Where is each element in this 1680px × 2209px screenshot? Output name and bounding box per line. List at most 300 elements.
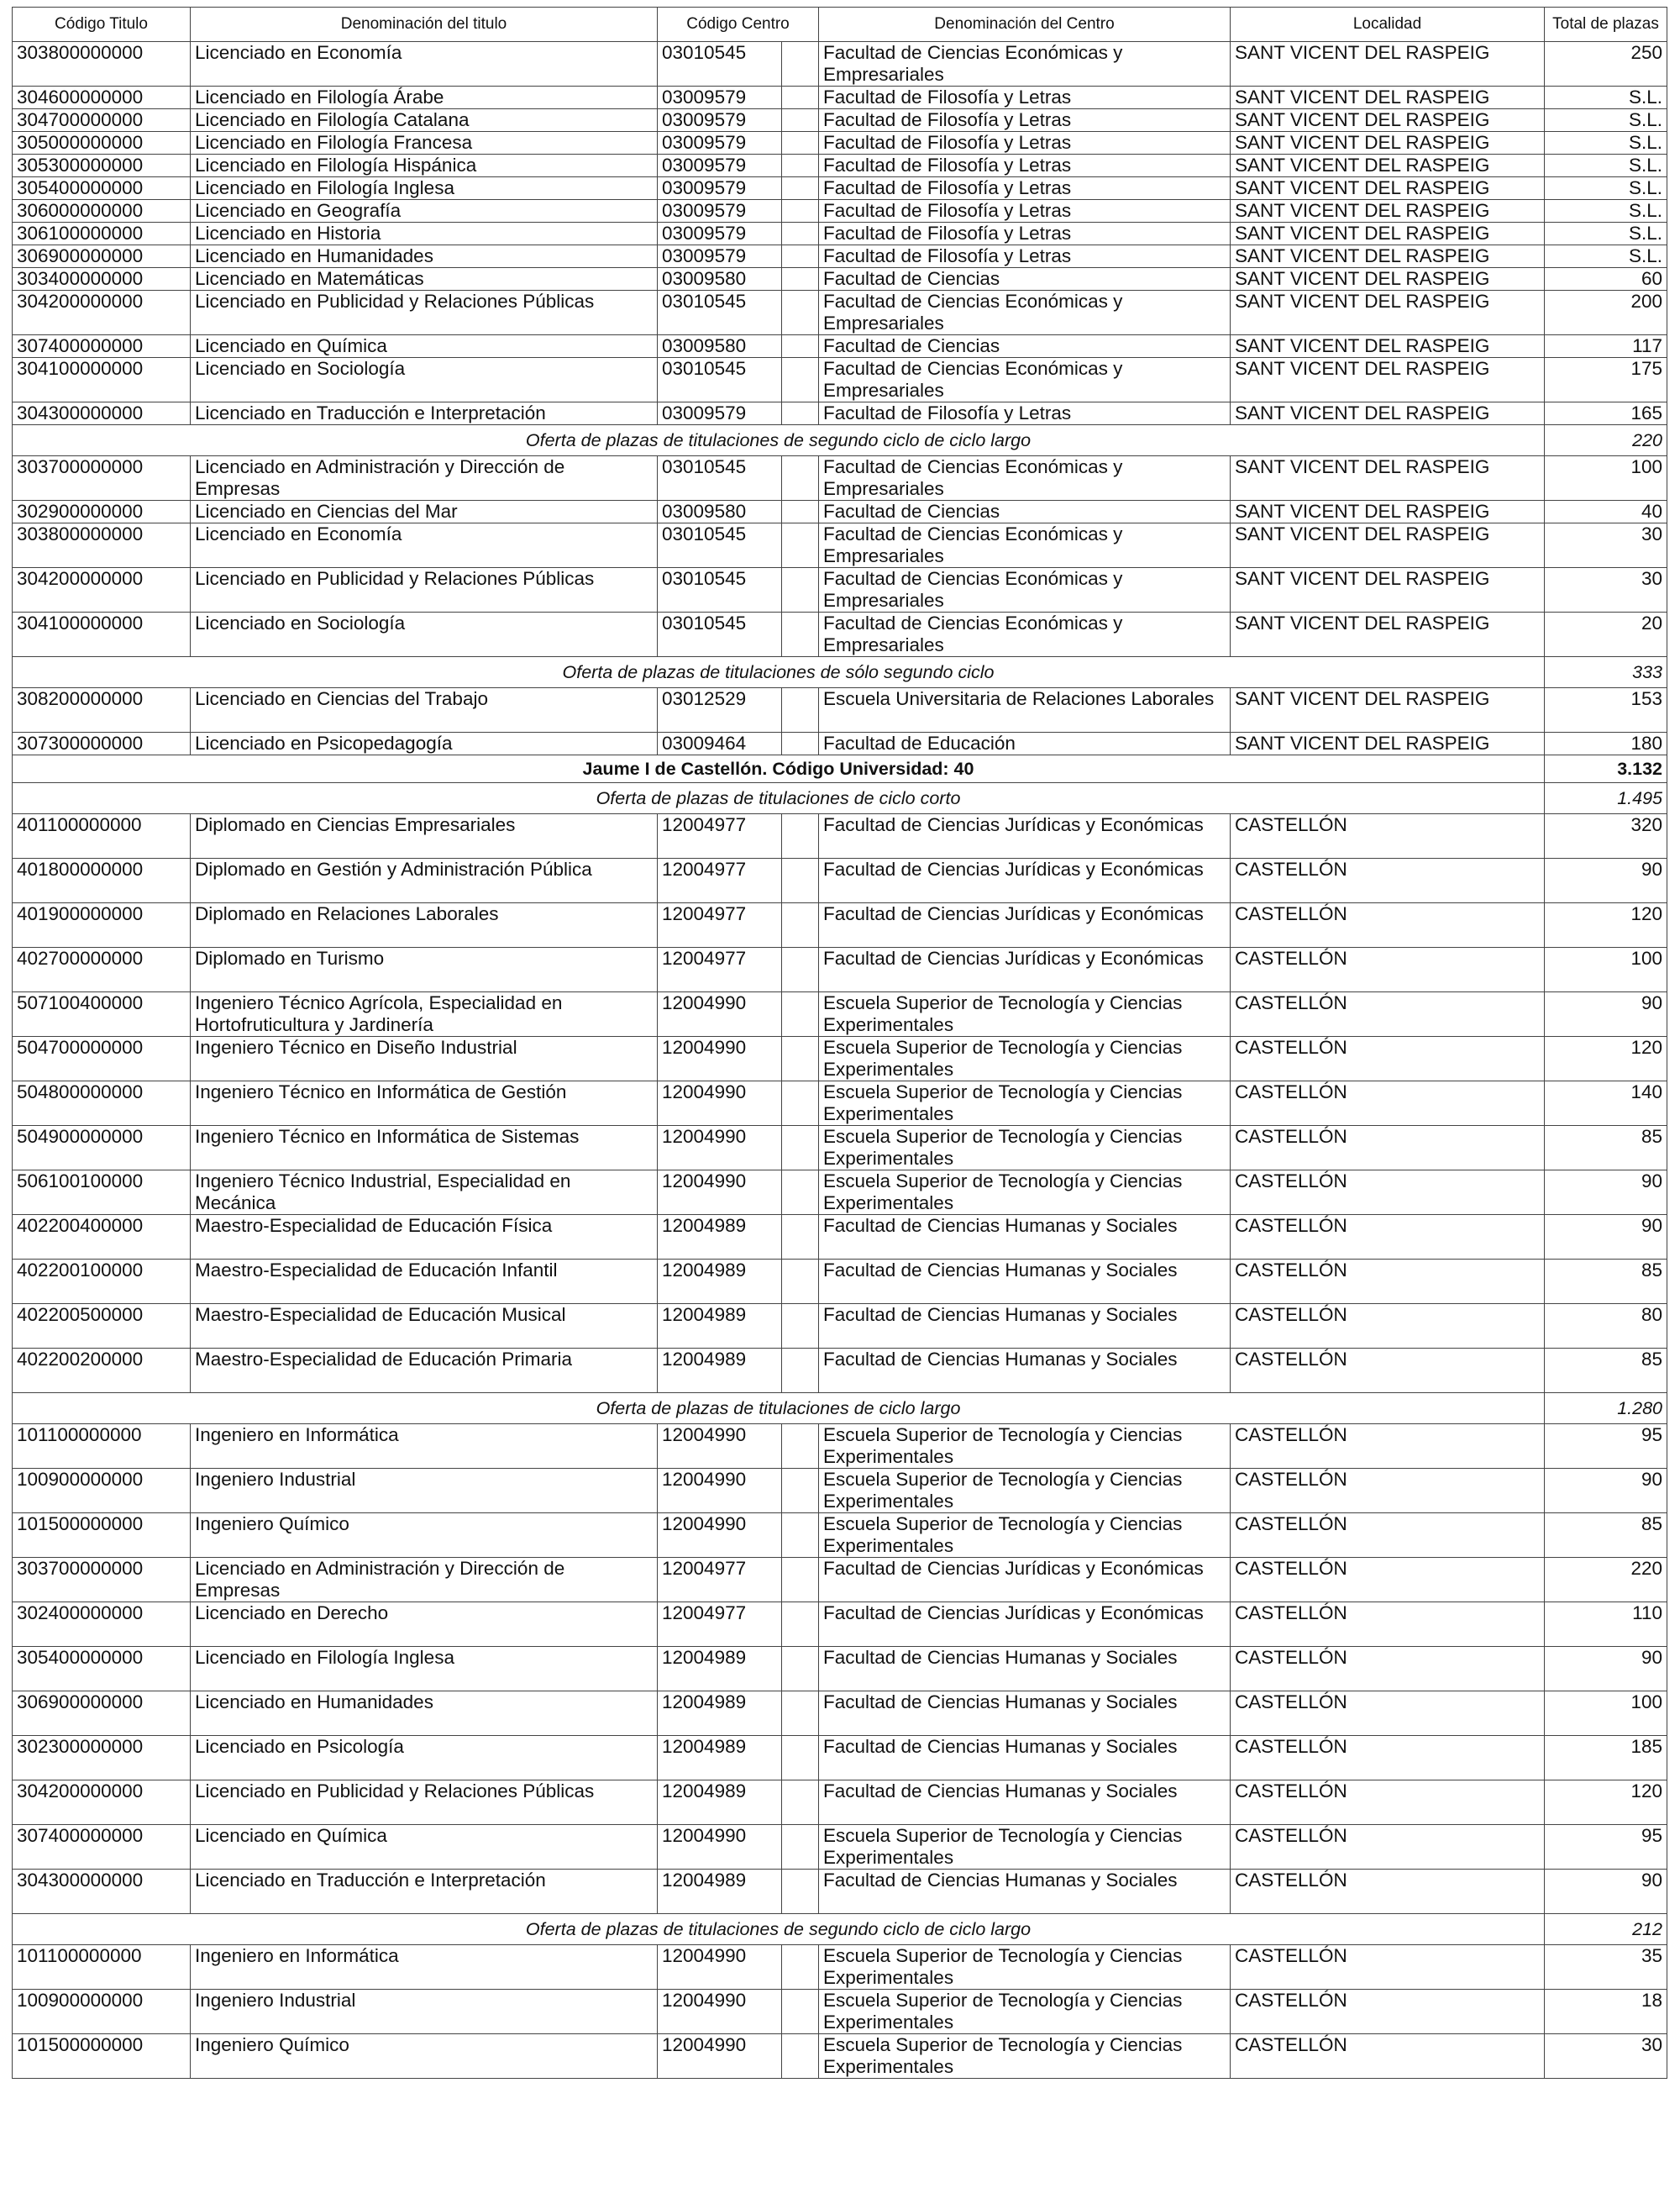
blank-cell bbox=[782, 200, 819, 223]
blank-cell bbox=[782, 1260, 819, 1304]
denominacion-titulo-cell: Licenciado en Administración y Dirección de Empresas bbox=[191, 1558, 658, 1602]
denominacion-titulo-cell: Ingeniero en Informática bbox=[191, 1424, 658, 1469]
denominacion-centro-cell: Facultad de Filosofía y Letras bbox=[819, 402, 1231, 425]
total-plazas-cell: 90 bbox=[1545, 992, 1667, 1037]
localidad-cell: CASTELLÓN bbox=[1231, 1349, 1545, 1393]
table-row bbox=[13, 1736, 1667, 1780]
denominacion-titulo-cell: Licenciado en Psicopedagogía bbox=[191, 733, 658, 755]
total-plazas-cell: 90 bbox=[1545, 1469, 1667, 1513]
denominacion-titulo-cell: Ingeniero Técnico en Informática de Gestión bbox=[191, 1081, 658, 1126]
codigo-titulo-cell: 303800000000 bbox=[13, 523, 191, 568]
total-plazas-cell: 175 bbox=[1545, 358, 1667, 402]
codigo-centro-cell: 12004990 bbox=[658, 1037, 782, 1081]
table-row bbox=[13, 87, 1667, 109]
table-row bbox=[13, 1304, 1667, 1349]
localidad-cell: CASTELLÓN bbox=[1231, 1736, 1545, 1780]
codigo-centro-cell: 03009580 bbox=[658, 335, 782, 358]
codigo-centro-cell: 12004989 bbox=[658, 1349, 782, 1393]
blank-cell bbox=[782, 1037, 819, 1081]
blank-cell bbox=[782, 1424, 819, 1469]
denominacion-centro-cell: Facultad de Ciencias Económicas y Empresariales bbox=[819, 523, 1231, 568]
denominacion-titulo-cell: Licenciado en Filología Inglesa bbox=[191, 177, 658, 200]
blank-cell bbox=[782, 568, 819, 613]
table-row bbox=[13, 1602, 1667, 1647]
denominacion-centro-cell: Facultad de Ciencias Económicas y Empresariales bbox=[819, 291, 1231, 335]
table-row bbox=[13, 1349, 1667, 1393]
total-plazas-cell: 30 bbox=[1545, 568, 1667, 613]
denominacion-centro-cell: Facultad de Ciencias Jurídicas y Económicas bbox=[819, 814, 1231, 859]
table-row bbox=[13, 358, 1667, 402]
denominacion-titulo-cell: Licenciado en Matemáticas bbox=[191, 268, 658, 291]
blank-cell bbox=[782, 1990, 819, 2034]
codigo-centro-cell: 12004990 bbox=[658, 1825, 782, 1870]
table-row bbox=[13, 1170, 1667, 1215]
localidad-cell: SANT VICENT DEL RASPEIG bbox=[1231, 358, 1545, 402]
localidad-cell: SANT VICENT DEL RASPEIG bbox=[1231, 402, 1545, 425]
university-total: 3.132 bbox=[1545, 755, 1667, 783]
denominacion-centro-cell: Facultad de Ciencias Jurídicas y Económicas bbox=[819, 903, 1231, 948]
codigo-centro-cell: 12004990 bbox=[658, 2034, 782, 2079]
denominacion-titulo-cell: Licenciado en Psicología bbox=[191, 1736, 658, 1780]
denominacion-titulo-cell: Diplomado en Gestión y Administración Pública bbox=[191, 859, 658, 903]
localidad-cell: CASTELLÓN bbox=[1231, 1990, 1545, 2034]
codigo-centro-cell: 12004990 bbox=[658, 1081, 782, 1126]
total-plazas-cell: 90 bbox=[1545, 1870, 1667, 1914]
table-row bbox=[13, 1081, 1667, 1126]
codigo-titulo-cell: 303800000000 bbox=[13, 42, 191, 87]
total-plazas-cell: 85 bbox=[1545, 1126, 1667, 1170]
denominacion-centro-cell: Facultad de Ciencias Económicas y Empresariales bbox=[819, 568, 1231, 613]
denominacion-titulo-cell: Licenciado en Publicidad y Relaciones Públicas bbox=[191, 291, 658, 335]
localidad-cell: SANT VICENT DEL RASPEIG bbox=[1231, 223, 1545, 245]
codigo-titulo-cell: 303400000000 bbox=[13, 268, 191, 291]
codigo-centro-cell: 03009579 bbox=[658, 200, 782, 223]
denominacion-titulo-cell: Maestro-Especialidad de Educación Musical bbox=[191, 1304, 658, 1349]
blank-cell bbox=[782, 2034, 819, 2079]
codigo-centro-cell: 12004990 bbox=[658, 1126, 782, 1170]
denominacion-centro-cell: Escuela Superior de Tecnología y Ciencias Experimentales bbox=[819, 1513, 1231, 1558]
codigo-centro-cell: 12004990 bbox=[658, 1469, 782, 1513]
total-plazas-cell: 85 bbox=[1545, 1513, 1667, 1558]
codigo-titulo-cell: 305300000000 bbox=[13, 155, 191, 177]
localidad-cell: SANT VICENT DEL RASPEIG bbox=[1231, 291, 1545, 335]
blank-cell bbox=[782, 1647, 819, 1691]
section-row bbox=[13, 657, 1667, 688]
table-row bbox=[13, 688, 1667, 733]
codigo-centro-cell: 03009579 bbox=[658, 177, 782, 200]
header-denominacion-centro: Denominación del Centro bbox=[819, 8, 1231, 42]
total-plazas-cell: 40 bbox=[1545, 501, 1667, 523]
table-row bbox=[13, 402, 1667, 425]
localidad-cell: CASTELLÓN bbox=[1231, 903, 1545, 948]
denominacion-centro-cell: Facultad de Filosofía y Letras bbox=[819, 87, 1231, 109]
blank-cell bbox=[782, 177, 819, 200]
total-plazas-cell: S.L. bbox=[1545, 177, 1667, 200]
codigo-centro-cell: 12004977 bbox=[658, 903, 782, 948]
localidad-cell: SANT VICENT DEL RASPEIG bbox=[1231, 523, 1545, 568]
section-total: 1.280 bbox=[1545, 1393, 1667, 1424]
codigo-centro-cell: 03012529 bbox=[658, 688, 782, 733]
total-plazas-cell: 90 bbox=[1545, 1647, 1667, 1691]
codigo-centro-cell: 03009579 bbox=[658, 223, 782, 245]
header-codigo-centro: Código Centro bbox=[658, 8, 819, 42]
codigo-titulo-cell: 402200200000 bbox=[13, 1349, 191, 1393]
denominacion-centro-cell: Facultad de Ciencias Humanas y Sociales bbox=[819, 1215, 1231, 1260]
table-row bbox=[13, 1126, 1667, 1170]
localidad-cell: CASTELLÓN bbox=[1231, 992, 1545, 1037]
localidad-cell: CASTELLÓN bbox=[1231, 814, 1545, 859]
codigo-centro-cell: 12004989 bbox=[658, 1780, 782, 1825]
localidad-cell: SANT VICENT DEL RASPEIG bbox=[1231, 268, 1545, 291]
total-plazas-cell: 80 bbox=[1545, 1304, 1667, 1349]
codigo-centro-cell: 03009580 bbox=[658, 268, 782, 291]
codigo-titulo-cell: 307400000000 bbox=[13, 1825, 191, 1870]
table-row bbox=[13, 1513, 1667, 1558]
localidad-cell: CASTELLÓN bbox=[1231, 1081, 1545, 1126]
localidad-cell: SANT VICENT DEL RASPEIG bbox=[1231, 688, 1545, 733]
codigo-centro-cell: 12004990 bbox=[658, 1513, 782, 1558]
university-row bbox=[13, 755, 1667, 783]
codigo-centro-cell: 12004990 bbox=[658, 992, 782, 1037]
denominacion-centro-cell: Escuela Universitaria de Relaciones Laborales bbox=[819, 688, 1231, 733]
table-row bbox=[13, 155, 1667, 177]
codigo-centro-cell: 12004990 bbox=[658, 1945, 782, 1990]
total-plazas-cell: 30 bbox=[1545, 523, 1667, 568]
total-plazas-cell: 100 bbox=[1545, 1691, 1667, 1736]
codigo-centro-cell: 12004977 bbox=[658, 1558, 782, 1602]
table-row bbox=[13, 109, 1667, 132]
blank-cell bbox=[782, 733, 819, 755]
localidad-cell: SANT VICENT DEL RASPEIG bbox=[1231, 335, 1545, 358]
codigo-titulo-cell: 305400000000 bbox=[13, 1647, 191, 1691]
codigo-titulo-cell: 402200400000 bbox=[13, 1215, 191, 1260]
denominacion-titulo-cell: Licenciado en Economía bbox=[191, 42, 658, 87]
codigo-titulo-cell: 304700000000 bbox=[13, 109, 191, 132]
blank-cell bbox=[782, 992, 819, 1037]
codigo-centro-cell: 03009579 bbox=[658, 245, 782, 268]
denominacion-centro-cell: Escuela Superior de Tecnología y Ciencias Experimentales bbox=[819, 1424, 1231, 1469]
codigo-centro-cell: 03010545 bbox=[658, 523, 782, 568]
blank-cell bbox=[782, 1691, 819, 1736]
denominacion-centro-cell: Facultad de Filosofía y Letras bbox=[819, 155, 1231, 177]
denominacion-titulo-cell: Licenciado en Filología Francesa bbox=[191, 132, 658, 155]
denominacion-titulo-cell: Ingeniero Técnico en Informática de Sistemas bbox=[191, 1126, 658, 1170]
localidad-cell: SANT VICENT DEL RASPEIG bbox=[1231, 155, 1545, 177]
localidad-cell: CASTELLÓN bbox=[1231, 859, 1545, 903]
denominacion-centro-cell: Facultad de Ciencias Jurídicas y Económicas bbox=[819, 859, 1231, 903]
total-plazas-cell: S.L. bbox=[1545, 87, 1667, 109]
codigo-titulo-cell: 306100000000 bbox=[13, 223, 191, 245]
denominacion-centro-cell: Escuela Superior de Tecnología y Ciencias Experimentales bbox=[819, 1081, 1231, 1126]
section-row bbox=[13, 1393, 1667, 1424]
codigo-titulo-cell: 504700000000 bbox=[13, 1037, 191, 1081]
blank-cell bbox=[782, 87, 819, 109]
denominacion-titulo-cell: Ingeniero Industrial bbox=[191, 1469, 658, 1513]
denominacion-centro-cell: Facultad de Ciencias Humanas y Sociales bbox=[819, 1349, 1231, 1393]
blank-cell bbox=[782, 1170, 819, 1215]
codigo-titulo-cell: 101500000000 bbox=[13, 2034, 191, 2079]
codigo-titulo-cell: 304300000000 bbox=[13, 402, 191, 425]
denominacion-titulo-cell: Diplomado en Relaciones Laborales bbox=[191, 903, 658, 948]
denominacion-titulo-cell: Licenciado en Filología Catalana bbox=[191, 109, 658, 132]
codigo-titulo-cell: 305000000000 bbox=[13, 132, 191, 155]
codigo-centro-cell: 03009580 bbox=[658, 501, 782, 523]
blank-cell bbox=[782, 291, 819, 335]
codigo-titulo-cell: 402200500000 bbox=[13, 1304, 191, 1349]
codigo-centro-cell: 03010545 bbox=[658, 568, 782, 613]
denominacion-titulo-cell: Licenciado en Ciencias del Trabajo bbox=[191, 688, 658, 733]
denominacion-titulo-cell: Ingeniero Técnico en Diseño Industrial bbox=[191, 1037, 658, 1081]
total-plazas-cell: 117 bbox=[1545, 335, 1667, 358]
denominacion-titulo-cell: Licenciado en Administración y Dirección de Empresas bbox=[191, 456, 658, 501]
codigo-titulo-cell: 100900000000 bbox=[13, 1469, 191, 1513]
blank-cell bbox=[782, 402, 819, 425]
blank-cell bbox=[782, 132, 819, 155]
codigo-centro-cell: 03009464 bbox=[658, 733, 782, 755]
blank-cell bbox=[782, 155, 819, 177]
blank-cell bbox=[782, 1513, 819, 1558]
denominacion-titulo-cell: Ingeniero Químico bbox=[191, 2034, 658, 2079]
denominacion-centro-cell: Facultad de Ciencias Humanas y Sociales bbox=[819, 1260, 1231, 1304]
table-row bbox=[13, 1558, 1667, 1602]
denominacion-titulo-cell: Licenciado en Química bbox=[191, 335, 658, 358]
localidad-cell: CASTELLÓN bbox=[1231, 1602, 1545, 1647]
codigo-centro-cell: 12004989 bbox=[658, 1260, 782, 1304]
denominacion-titulo-cell: Licenciado en Sociología bbox=[191, 613, 658, 657]
denominacion-titulo-cell: Maestro-Especialidad de Educación Infantil bbox=[191, 1260, 658, 1304]
university-label: Jaume I de Castellón. Código Universidad: 40 bbox=[13, 755, 1545, 783]
section-total: 220 bbox=[1545, 425, 1667, 456]
codigo-titulo-cell: 101500000000 bbox=[13, 1513, 191, 1558]
denominacion-centro-cell: Facultad de Ciencias bbox=[819, 268, 1231, 291]
blank-cell bbox=[782, 1736, 819, 1780]
localidad-cell: CASTELLÓN bbox=[1231, 2034, 1545, 2079]
codigo-titulo-cell: 307400000000 bbox=[13, 335, 191, 358]
total-plazas-cell: 120 bbox=[1545, 1780, 1667, 1825]
denominacion-centro-cell: Facultad de Ciencias Jurídicas y Económicas bbox=[819, 948, 1231, 992]
codigo-centro-cell: 12004989 bbox=[658, 1215, 782, 1260]
localidad-cell: CASTELLÓN bbox=[1231, 1170, 1545, 1215]
total-plazas-cell: 35 bbox=[1545, 1945, 1667, 1990]
total-plazas-cell: 120 bbox=[1545, 903, 1667, 948]
localidad-cell: SANT VICENT DEL RASPEIG bbox=[1231, 613, 1545, 657]
localidad-cell: SANT VICENT DEL RASPEIG bbox=[1231, 42, 1545, 87]
localidad-cell: CASTELLÓN bbox=[1231, 1469, 1545, 1513]
table-row bbox=[13, 291, 1667, 335]
localidad-cell: CASTELLÓN bbox=[1231, 1304, 1545, 1349]
denominacion-centro-cell: Escuela Superior de Tecnología y Ciencias Experimentales bbox=[819, 1037, 1231, 1081]
total-plazas-cell: S.L. bbox=[1545, 223, 1667, 245]
total-plazas-cell: 85 bbox=[1545, 1349, 1667, 1393]
denominacion-centro-cell: Facultad de Filosofía y Letras bbox=[819, 223, 1231, 245]
localidad-cell: CASTELLÓN bbox=[1231, 1424, 1545, 1469]
table-row bbox=[13, 1647, 1667, 1691]
codigo-centro-cell: 03010545 bbox=[658, 291, 782, 335]
codigo-titulo-cell: 504800000000 bbox=[13, 1081, 191, 1126]
denominacion-centro-cell: Facultad de Filosofía y Letras bbox=[819, 177, 1231, 200]
blank-cell bbox=[782, 1945, 819, 1990]
table-row bbox=[13, 1037, 1667, 1081]
total-plazas-cell: 153 bbox=[1545, 688, 1667, 733]
total-plazas-cell: 90 bbox=[1545, 1215, 1667, 1260]
localidad-cell: CASTELLÓN bbox=[1231, 948, 1545, 992]
codigo-titulo-cell: 303700000000 bbox=[13, 1558, 191, 1602]
section-total: 212 bbox=[1545, 1914, 1667, 1945]
denominacion-titulo-cell: Licenciado en Geografía bbox=[191, 200, 658, 223]
blank-cell bbox=[782, 358, 819, 402]
denominacion-centro-cell: Facultad de Ciencias Humanas y Sociales bbox=[819, 1736, 1231, 1780]
total-plazas-cell: 90 bbox=[1545, 1170, 1667, 1215]
denominacion-titulo-cell: Licenciado en Filología Inglesa bbox=[191, 1647, 658, 1691]
denominacion-titulo-cell: Maestro-Especialidad de Educación Física bbox=[191, 1215, 658, 1260]
total-plazas-cell: 30 bbox=[1545, 2034, 1667, 2079]
localidad-cell: CASTELLÓN bbox=[1231, 1780, 1545, 1825]
denominacion-titulo-cell: Licenciado en Historia bbox=[191, 223, 658, 245]
section-total: 1.495 bbox=[1545, 783, 1667, 814]
codigo-centro-cell: 12004990 bbox=[658, 1990, 782, 2034]
denominacion-centro-cell: Facultad de Ciencias Humanas y Sociales bbox=[819, 1870, 1231, 1914]
denominacion-titulo-cell: Licenciado en Economía bbox=[191, 523, 658, 568]
total-plazas-cell: 140 bbox=[1545, 1081, 1667, 1126]
codigo-centro-cell: 12004989 bbox=[658, 1304, 782, 1349]
codigo-titulo-cell: 401800000000 bbox=[13, 859, 191, 903]
denominacion-titulo-cell: Ingeniero Técnico Agrícola, Especialidad en Hortofruticultura y Jardinería bbox=[191, 992, 658, 1037]
codigo-centro-cell: 12004989 bbox=[658, 1691, 782, 1736]
table-row bbox=[13, 1990, 1667, 2034]
localidad-cell: CASTELLÓN bbox=[1231, 1825, 1545, 1870]
denominacion-centro-cell: Facultad de Ciencias Económicas y Empresariales bbox=[819, 456, 1231, 501]
localidad-cell: SANT VICENT DEL RASPEIG bbox=[1231, 109, 1545, 132]
codigo-titulo-cell: 304100000000 bbox=[13, 613, 191, 657]
table-row bbox=[13, 1870, 1667, 1914]
codigo-titulo-cell: 304600000000 bbox=[13, 87, 191, 109]
table-row bbox=[13, 859, 1667, 903]
total-plazas-cell: 185 bbox=[1545, 1736, 1667, 1780]
table-row bbox=[13, 2034, 1667, 2079]
denominacion-centro-cell: Escuela Superior de Tecnología y Ciencias Experimentales bbox=[819, 1990, 1231, 2034]
table-row bbox=[13, 223, 1667, 245]
denominacion-centro-cell: Facultad de Ciencias Jurídicas y Económicas bbox=[819, 1602, 1231, 1647]
table-row bbox=[13, 1424, 1667, 1469]
denominacion-titulo-cell: Licenciado en Publicidad y Relaciones Públicas bbox=[191, 1780, 658, 1825]
codigo-centro-cell: 03009579 bbox=[658, 87, 782, 109]
codigo-titulo-cell: 401900000000 bbox=[13, 903, 191, 948]
codigo-titulo-cell: 504900000000 bbox=[13, 1126, 191, 1170]
header-total-plazas: Total de plazas bbox=[1545, 8, 1667, 42]
table-row bbox=[13, 268, 1667, 291]
blank-cell bbox=[782, 1469, 819, 1513]
denominacion-titulo-cell: Licenciado en Publicidad y Relaciones Públicas bbox=[191, 568, 658, 613]
codigo-centro-cell: 03009579 bbox=[658, 109, 782, 132]
section-label: Oferta de plazas de titulaciones de ciclo largo bbox=[13, 1393, 1545, 1424]
denominacion-titulo-cell: Licenciado en Ciencias del Mar bbox=[191, 501, 658, 523]
codigo-centro-cell: 03010545 bbox=[658, 456, 782, 501]
blank-cell bbox=[782, 903, 819, 948]
table-row bbox=[13, 200, 1667, 223]
blank-cell bbox=[782, 859, 819, 903]
total-plazas-cell: 85 bbox=[1545, 1260, 1667, 1304]
localidad-cell: SANT VICENT DEL RASPEIG bbox=[1231, 200, 1545, 223]
denominacion-centro-cell: Escuela Superior de Tecnología y Ciencias Experimentales bbox=[819, 1945, 1231, 1990]
denominacion-titulo-cell: Licenciado en Derecho bbox=[191, 1602, 658, 1647]
codigo-titulo-cell: 307300000000 bbox=[13, 733, 191, 755]
codigo-titulo-cell: 304300000000 bbox=[13, 1870, 191, 1914]
total-plazas-cell: S.L. bbox=[1545, 109, 1667, 132]
denominacion-centro-cell: Escuela Superior de Tecnología y Ciencias Experimentales bbox=[819, 1469, 1231, 1513]
total-plazas-cell: 165 bbox=[1545, 402, 1667, 425]
table-row bbox=[13, 1215, 1667, 1260]
table-row bbox=[13, 1945, 1667, 1990]
section-total: 333 bbox=[1545, 657, 1667, 688]
total-plazas-cell: 20 bbox=[1545, 613, 1667, 657]
denominacion-centro-cell: Escuela Superior de Tecnología y Ciencias Experimentales bbox=[819, 2034, 1231, 2079]
codigo-titulo-cell: 100900000000 bbox=[13, 1990, 191, 2034]
blank-cell bbox=[782, 1081, 819, 1126]
blank-cell bbox=[782, 1558, 819, 1602]
table-row bbox=[13, 245, 1667, 268]
codigo-titulo-cell: 306000000000 bbox=[13, 200, 191, 223]
section-row bbox=[13, 1914, 1667, 1945]
codigo-titulo-cell: 101100000000 bbox=[13, 1424, 191, 1469]
blank-cell bbox=[782, 109, 819, 132]
localidad-cell: SANT VICENT DEL RASPEIG bbox=[1231, 733, 1545, 755]
localidad-cell: CASTELLÓN bbox=[1231, 1945, 1545, 1990]
denominacion-centro-cell: Facultad de Ciencias Económicas y Empresariales bbox=[819, 42, 1231, 87]
denominacion-centro-cell: Facultad de Filosofía y Letras bbox=[819, 200, 1231, 223]
table-body bbox=[13, 42, 1667, 2079]
total-plazas-cell: 200 bbox=[1545, 291, 1667, 335]
blank-cell bbox=[782, 1825, 819, 1870]
total-plazas-cell: 220 bbox=[1545, 1558, 1667, 1602]
denominacion-centro-cell: Facultad de Filosofía y Letras bbox=[819, 132, 1231, 155]
table-row bbox=[13, 501, 1667, 523]
codigo-titulo-cell: 302300000000 bbox=[13, 1736, 191, 1780]
denominacion-titulo-cell: Ingeniero Industrial bbox=[191, 1990, 658, 2034]
blank-cell bbox=[782, 1349, 819, 1393]
section-label: Oferta de plazas de titulaciones de sólo segundo ciclo bbox=[13, 657, 1545, 688]
total-plazas-cell: 100 bbox=[1545, 456, 1667, 501]
total-plazas-cell: 18 bbox=[1545, 1990, 1667, 2034]
localidad-cell: CASTELLÓN bbox=[1231, 1215, 1545, 1260]
table-row bbox=[13, 733, 1667, 755]
total-plazas-cell: 95 bbox=[1545, 1424, 1667, 1469]
denominacion-centro-cell: Escuela Superior de Tecnología y Ciencias Experimentales bbox=[819, 992, 1231, 1037]
codigo-titulo-cell: 304200000000 bbox=[13, 568, 191, 613]
blank-cell bbox=[782, 223, 819, 245]
total-plazas-cell: 180 bbox=[1545, 733, 1667, 755]
total-plazas-cell: 95 bbox=[1545, 1825, 1667, 1870]
codigo-centro-cell: 12004977 bbox=[658, 814, 782, 859]
codigo-centro-cell: 03009579 bbox=[658, 132, 782, 155]
denominacion-titulo-cell: Ingeniero en Informática bbox=[191, 1945, 658, 1990]
total-plazas-cell: S.L. bbox=[1545, 132, 1667, 155]
table-row bbox=[13, 948, 1667, 992]
blank-cell bbox=[782, 1602, 819, 1647]
table-row bbox=[13, 1469, 1667, 1513]
table-row bbox=[13, 1691, 1667, 1736]
denominacion-centro-cell: Facultad de Filosofía y Letras bbox=[819, 109, 1231, 132]
denominacion-centro-cell: Facultad de Educación bbox=[819, 733, 1231, 755]
blank-cell bbox=[782, 1780, 819, 1825]
blank-cell bbox=[782, 1304, 819, 1349]
plazas-table bbox=[12, 7, 1667, 2079]
codigo-titulo-cell: 506100100000 bbox=[13, 1170, 191, 1215]
denominacion-titulo-cell: Licenciado en Traducción e Interpretación bbox=[191, 1870, 658, 1914]
denominacion-titulo-cell: Licenciado en Humanidades bbox=[191, 1691, 658, 1736]
blank-cell bbox=[782, 268, 819, 291]
localidad-cell: SANT VICENT DEL RASPEIG bbox=[1231, 568, 1545, 613]
blank-cell bbox=[782, 814, 819, 859]
